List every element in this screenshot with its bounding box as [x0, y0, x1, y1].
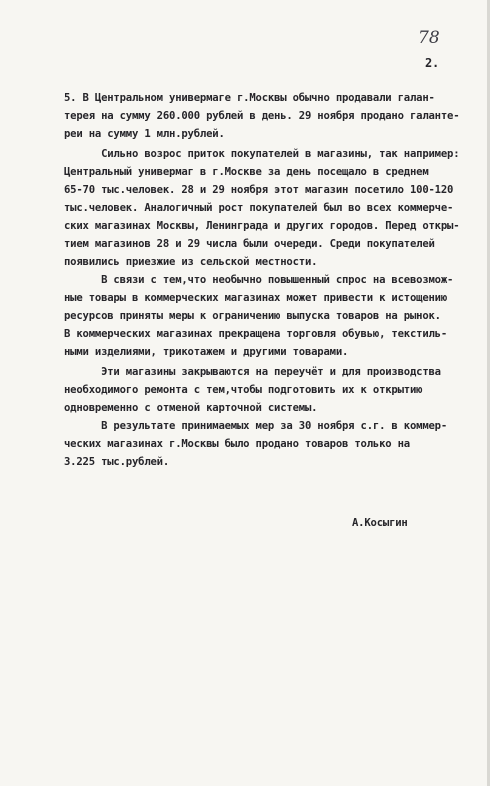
text-line: 3.225 тыс.рублей. — [64, 456, 170, 468]
text-line: тием магазинов 28 и 29 числа были очереди. Среди покупателей — [64, 238, 435, 250]
text-line: тыс.человек. Аналогичный рост покупателей был во всех коммерче- — [64, 202, 454, 214]
text-line: Эти магазины закрываются на переучёт и для производства — [64, 366, 441, 378]
text-line: ресурсов приняты меры к ограничению выпуска товаров на рынок. — [64, 310, 441, 322]
text-line: появились приезжие из сельской местности. — [64, 256, 318, 268]
text-line: ными изделиями, трикотажем и другими товарами. — [64, 346, 349, 358]
text-line: ческих магазинах г.Москвы было продано товаров только на — [64, 438, 410, 450]
text-line: ских магазинах Москвы, Ленинграда и других городов. Перед откры- — [64, 220, 460, 232]
text-line: В результате принимаемых мер за 30 ноября с.г. в коммер- — [64, 420, 448, 432]
text-line: терея на сумму 260.000 рублей в день. 29 ноября продано галанте- — [64, 110, 460, 122]
signature: А.Косыгин — [352, 517, 408, 529]
text-line: 65-70 тыс.человек. 28 и 29 ноября этот магазин посетило 100-120 — [64, 184, 454, 196]
text-line: реи на сумму 1 млн.рублей. — [64, 128, 225, 140]
text-line: В коммерческих магазинах прекращена торговля обувью, текстиль- — [64, 328, 448, 340]
page-number: 2. — [425, 56, 440, 70]
archive-sheet-number: 78 — [418, 28, 440, 48]
text-line: одновременно с отменой карточной системы. — [64, 402, 318, 414]
text-line: ные товары в коммерческих магазинах может привести к истощению — [64, 292, 448, 304]
text-line: необходимого ремонта с тем,чтобы подготовить их к открытию — [64, 384, 423, 396]
text-line: Центральный универмаг в г.Москве за день посещало в среднем — [64, 166, 429, 178]
text-line: Сильно возрос приток покупателей в магазины, так например: — [64, 148, 460, 160]
text-line: В связи с тем,что необычно повышенный спрос на всевозмож- — [64, 274, 454, 286]
text-line: 5. В Центральном универмаге г.Москвы обычно продавали галан- — [64, 92, 435, 104]
